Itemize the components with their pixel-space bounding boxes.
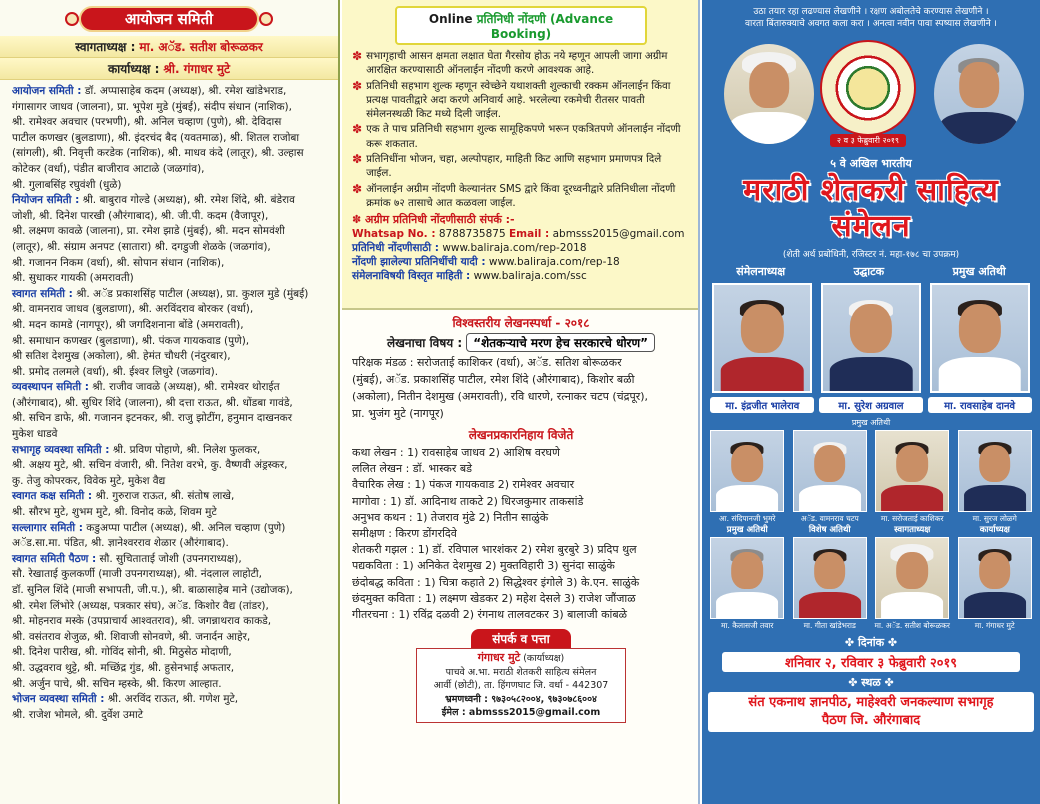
booking-title-b: प्रतिनिधी नोंदणी [476, 12, 546, 26]
portrait-left [724, 44, 814, 144]
booking-title-c: (Advance Booking) [490, 12, 614, 41]
committee-heading: भोजन व्यवस्था समिती : [12, 693, 105, 706]
face-part [814, 445, 846, 482]
guest-name: अॅड. वामनराव चटप [800, 514, 859, 523]
guest-card [791, 430, 869, 535]
committee-line [12, 256, 330, 272]
committee-heading: सभागृह व्यवस्था समिती : [12, 443, 110, 456]
committee-text: गंगासागर जाधव (जालना), प्रा. भूपेश मुडे (मुंबई), संदीप संधान (नाशिक), [12, 100, 292, 113]
committee-line [12, 287, 330, 303]
officer-role: स्वागताध्यक्ष : [75, 40, 136, 54]
committee-text: श्री. गुलाबसिंह रघुवंशी (धुळे) [12, 178, 122, 191]
guest-role: स्वागताध्यक्ष [894, 525, 931, 535]
committee-text: मुकेश धाडवे [12, 428, 58, 441]
email-link[interactable]: abmsss2015@gmail.com [549, 228, 685, 241]
booking-item [352, 49, 690, 78]
committee-line [12, 567, 330, 583]
committee-line [12, 443, 330, 459]
topic-value: “शेतकऱ्याचे मरण हेच सरकारचे धोरण” [466, 333, 655, 352]
face-part [716, 592, 778, 618]
committee-list [0, 80, 338, 723]
flower-bullet-icon: ✽ [352, 152, 363, 167]
committee-line [12, 489, 330, 505]
contact-line [352, 269, 690, 283]
committee-line [12, 100, 330, 116]
guest-role: प्रमुख अतिथी [726, 525, 768, 535]
face-part [731, 552, 763, 589]
officers-block [0, 36, 338, 80]
officer-row [0, 36, 338, 58]
event-subtitle: (शेती अर्थ प्रबोधिनी, रजिस्टर नं. महा-१७८ चा उपक्रम) [782, 250, 960, 260]
booking-items [352, 49, 690, 210]
role-labels [702, 264, 1040, 279]
chief-guests-label: प्रमुख अतिथी [851, 418, 891, 427]
flower-bullet-icon: ✽ [352, 78, 363, 93]
winners-list [352, 445, 690, 623]
committee-text: श्री. सचिन डाफे, श्री. गजानन इटनकर, श्री. राजु झोटींग, हनुमान दाखनकर [12, 412, 293, 425]
committee-line [12, 240, 330, 256]
booking-item [352, 152, 690, 181]
committee-text: श्री. राजीव जावळे (अध्यक्ष), श्री. रामेश्वर थोराईत [88, 381, 280, 394]
guest-photo [875, 430, 949, 512]
judges-line: (अकोला), नितीन देशमुख (अमरावती), रवि धारणे, रत्नाकर चटप (चंद्रपूर), [352, 390, 649, 403]
committee-line [12, 349, 330, 365]
committee-text: श्री. वामनराव जाधव (बुलडाणा), श्री. अरविंदराव बोरकर (वर्धा), [12, 303, 254, 316]
email-label: Email : [509, 228, 550, 241]
info-label: संमेलनाविषयी विस्तृत माहिती : [352, 270, 471, 283]
role-president: संमेलनाध्यक्ष [736, 265, 786, 278]
committee-heading: व्यवस्थापन समिती : [12, 381, 89, 394]
committee-text: श्री. अरविंद राऊत, श्री. गणेश मुटे, [104, 693, 239, 706]
committee-line [12, 84, 330, 100]
committee-text: श्री. मदन कामडे (नागपूर), श्री जगदिशनाना बोंडे (अमरावती), [12, 318, 244, 331]
guest-card [873, 430, 951, 535]
booking-item-text: सभागृहाची आसन क्षमता लक्षात घेता गैरसोय होऊ नये म्हणून आपली जागा अग्रीम आरक्षित करण्यासाठी ऑनलाईन नोंदणी करणे आवश्यक आहे. [366, 50, 668, 77]
booking-item-text: प्रतिनिधींना भोजन, चहा, अल्पोपहार, माहिती किट आणि सहभाग प्रमाणपत्र दिले जाईल. [366, 153, 662, 180]
guest-card [710, 283, 814, 413]
address-line: पाचवे अ.भा. मराठी शेतकरी साहित्य संमेलन [445, 666, 597, 678]
contact-line [352, 255, 690, 269]
event-title: मराठी शेतकरी साहित्य संमेलन [743, 173, 999, 244]
booking-title [395, 6, 647, 45]
committee-line [12, 411, 330, 427]
committee-line [12, 162, 330, 178]
committee-line [12, 209, 330, 225]
committee-banner-label: आयोजन समिती [124, 10, 214, 28]
committee-text: जोशी, श्री. दिनेश पारखी (औरंगाबाद), श्री. जी.पी. कदम (वैजापूर), [12, 209, 269, 222]
committee-text: कडुअप्पा पाटील (अध्यक्ष), श्री. अनिल चव्हाण (पुणे) [82, 521, 286, 534]
guest-role: कार्याध्यक्ष [979, 525, 1010, 535]
committee-text: श्री. रमेश लिंभोरे (अध्यक्ष, पत्रकार संघ), अॅड. किशोर वैद्य (तांडर), [12, 599, 269, 612]
face-part [881, 485, 943, 511]
guest-card [873, 537, 951, 631]
committee-text: कोटेकर (वर्धा), पंडीत बाजीराव आटाळे (जळगांव), [12, 162, 205, 175]
committee-line [12, 115, 330, 131]
committee-text: (सांगली), श्री. निवृत्ती करडेक (नाशिक), श्री. माधव कंदे (लातूर), श्री. उल्हास [12, 147, 304, 160]
event-date: शनिवार २, रविवार ३ फेब्रुवारी २०१९ [722, 652, 1020, 672]
committee-text: श्री. प्रमोद तलमले (वर्धा), श्री. ईश्वर लिधुरे (जळगांव). [12, 365, 219, 378]
committee-line [12, 583, 330, 599]
venue [708, 692, 1034, 732]
committee-text: श्री. प्रविण पोहाणे, श्री. निलेश फुलकर, [109, 443, 261, 456]
face-part [964, 592, 1026, 618]
winner-line: ललित लेखन : डॉ. भास्कर बडे [352, 462, 472, 476]
committee-text: श्री. गजानन निकम (वर्धा), श्री. सोपान संधान (नाशिक), [12, 256, 225, 269]
committee-text: श्री. रामेश्वर अवचार (परभणी), श्री. अनिल चव्हाण (पुणे), श्री. देविदास [12, 116, 282, 129]
banner-ornament-left [65, 12, 79, 26]
committee-text: पाटील कणखर (बुलडाणा), श्री. इंदरचंद बैद (यवतमाळ), श्री. शितल राजोबा [12, 131, 300, 144]
quote-line: वारता बिंतारुक्याचे अवगत कला करा । अनत्वा नवीन पावा स्पष्यास लेखणीने । [745, 19, 997, 29]
face-part [799, 592, 861, 618]
competition-section [342, 310, 698, 723]
role-inaugurator: उद्घाटक [853, 265, 885, 278]
contact-address-box [416, 648, 626, 723]
winner-line: गीतरचना : 1) रविंद्र दळवी 2) रंगनाथ तालवटकर 3) बालाजी कांबळे [352, 608, 628, 622]
portrait-left-photo [724, 44, 814, 144]
guest-card [708, 537, 786, 631]
rep-list-label: नोंदणी झालेल्या प्रतिनिधींची यादी : [352, 256, 486, 269]
guest-photo [710, 537, 784, 619]
main-guests [702, 279, 1040, 413]
registration-panel [342, 0, 700, 804]
guest-card [819, 283, 923, 413]
committee-text: श्री. गुरुराज राऊत, श्री. संतोष लाखे, [92, 490, 235, 503]
quote-line: उठा तयार रहा लढण्यास लेखणीने । रक्षण अबोलतेचे करण्यास लेखणीने । [753, 7, 989, 17]
committee-line [12, 271, 330, 287]
judges-list [352, 354, 690, 422]
face-part [964, 485, 1026, 511]
committee-line [12, 458, 330, 474]
committee-text: श्री. लक्ष्मण कावळे (जालना), प्रा. रमेश झाडे (मुंबई), श्री. मदन सोमवंशी [12, 225, 285, 238]
portrait-right-photo [934, 44, 1024, 144]
committee-heading: नियोजन समिती : [12, 194, 80, 207]
guest-face [876, 538, 948, 618]
quote-block [702, 0, 1040, 30]
face-part [979, 552, 1011, 589]
booking-item [352, 182, 690, 211]
address-line: आर्वी (छोटी), ता. हिंगणघाट जि. वर्धा - 442307 [433, 680, 609, 692]
topic-row [352, 333, 690, 352]
winner-line: समीक्षण : किरण डोंगरदिवे [352, 527, 457, 541]
committee-text: अॅड.सा.मा. पंडित, श्री. ज्ञानेश्वरराव शेळार (औरंगाबाद). [12, 537, 229, 550]
guest-row-2 [702, 535, 1040, 631]
committee-line [12, 334, 330, 350]
committee-heading: आयोजन समिती : [12, 85, 82, 97]
event-line: ५ वे अखिल भारतीय [830, 157, 912, 170]
committee-text: श्री. सुधाकर गायकी (अमरावती) [12, 272, 134, 285]
booking-item [352, 122, 690, 151]
winner-line: कथा लेखन : 1) रावसाहेब जाधव 2) आशिष वरघणे [352, 446, 560, 459]
competition-title: विश्वस्तरीय लेखनस्पर्धा - २०१८ [452, 316, 590, 330]
face-part [979, 445, 1011, 482]
guest-name: मा. सरोजताई काशिकर [880, 514, 944, 523]
whatsapp-label: Whatsap No. : [352, 228, 436, 241]
guest-name: मा. रावसाहेब दानवे [928, 397, 1032, 413]
winner-line: छंदमुक्त कविता : 1) लक्ष्मण खेडकर 2) महेश देसले 3) राजेश जौंजाळ [352, 591, 636, 605]
committee-line [12, 365, 330, 381]
face-part [814, 552, 846, 589]
contact-line [352, 241, 690, 255]
logo-date: २ व ३ फेब्रुवारी २०१९ [830, 134, 906, 147]
committee-line [12, 645, 330, 661]
winner-line: छंदोबद्ध कविता : 1) चित्रा कहाते 2) सिद्धेश्वर इंगोले 3) के.एन. साळुंके [352, 575, 640, 589]
sammelan-logo [820, 40, 916, 136]
committee-line [12, 380, 330, 396]
contact-heading-text: अग्रीम प्रतिनिधी नोंदणीसाठी संपर्क :- [365, 213, 515, 227]
judges-line: परिक्षक मंडळ : सरोजताई काशिकर (वर्धा), अॅड. सतिश बोरूळकर [352, 356, 622, 369]
committee-line [12, 708, 330, 724]
contact-person-role: (कार्याध्यक्ष) [520, 653, 565, 665]
guest-card [956, 430, 1034, 535]
committee-line [12, 302, 330, 318]
guest-name: मा. सुरज लोळगे [972, 514, 1017, 523]
booking-item-text: ऑनलाईन अग्रीम नोंदणी केल्यानंतर SMS द्वारे किंवा दूरध्वनीद्वारे प्रतिनिधीला नोंदणी क्रमांक ७२ तासाचे आत कळवला जाईल. [366, 182, 676, 209]
face-part [896, 552, 928, 589]
judges-line: (मुंबई), अॅड. प्रकाशसिंह पाटील, रमेश शिंदे (औरंगाबाद), किशोर बळी [352, 373, 635, 386]
committee-line [12, 692, 330, 708]
committee-text: श्री. सौरभ मुटे, शुभम मुटे, श्री. विनोद कळे, शिवम मुटे [12, 506, 217, 519]
guest-face [959, 431, 1031, 511]
contact-heading: ✽ अग्रीम प्रतिनिधी नोंदणीसाठी संपर्क :- [352, 213, 515, 227]
committee-line [12, 661, 330, 677]
venue-heading: ✤ स्थळ ✤ [848, 676, 894, 689]
committee-text: डॉ. अप्पासाहेब कदम (अध्यक्ष), श्री. रमेश खांडेभराड, [81, 85, 287, 97]
face-part [896, 445, 928, 482]
booking-item-text: प्रतिनिधी सहभाग शुल्क म्हणून स्वेच्छेने यथाशक्ती शुल्काची रक्कम ऑनलाईन किंवा प्रत्यक्ष पावतीद्वारे अदा करणे अनिवार्य आहे. भरलेल्या रकमेची रीतसर पावती संमेलनस्थळी किट मध्ये दिली जाईल. [366, 79, 671, 121]
officer-row [0, 58, 338, 80]
guest-card [956, 537, 1034, 631]
booking-title-a: Online [428, 12, 477, 26]
rep-registration-link[interactable]: www.baliraja.com/rep-2018 [438, 242, 587, 255]
committee-heading: स्वागत समिती पैठण : [12, 552, 97, 565]
guest-card [928, 283, 1032, 413]
guest-face [794, 538, 866, 618]
guest-photo [793, 430, 867, 512]
hero-row [702, 30, 1040, 145]
guest-face [711, 538, 783, 618]
committee-text: सौ. रेखाताई कुलकर्णी (माजी उपनगराध्यक्ष), श्री. नंदलाल लाहोटी, [12, 568, 262, 581]
committee-text: सौ. सुचिताताई जोशी (उपनगराध्यक्ष), [96, 552, 242, 565]
email-line[interactable]: ईमेल : abmsss2015@gmail.com [441, 707, 601, 719]
officer-name: मा. अॅड. सतीश बोरूळकर [139, 40, 263, 54]
event-panel [702, 0, 1040, 804]
committee-text: श्री. राजेश भोमले, श्री. दुर्वेश उमाटे [12, 708, 144, 721]
committee-text: श्री. बाबुराव गोल्डे (अध्यक्ष), श्री. रमेश शिंदे, श्री. बंडेराव [79, 194, 295, 207]
flower-bullet-icon: ✽ [352, 122, 363, 137]
committee-line [12, 146, 330, 162]
committee-line [12, 614, 330, 630]
topic-label: लेखनाचा विषय : [386, 336, 463, 350]
venue-line: पैठण जि. औरंगाबाद [821, 713, 921, 728]
guest-name: मा. कैलासजी तवार [721, 621, 774, 630]
committee-text: श्री. दिनेश पारीख, श्री. गोविंद सोनी, श्री. मिठुसेठ मोदाणी, [12, 646, 232, 659]
committee-text: डॉ. सुनिल शिंदे (माजी सभापती, जी.प.), श्री. बाळासाहेब माने (उद्योजक), [12, 584, 293, 596]
booking-item [352, 79, 690, 122]
face-part [799, 485, 861, 511]
info-link[interactable]: www.baliraja.com/ssc [470, 270, 587, 283]
winner-line: शेतकरी गझल : 1) डॉ. रविपाल भारशंकर 2) रमेश बुरबुरे 3) प्रदिप थुल [352, 543, 637, 557]
guest-card [791, 537, 869, 631]
guest-photo [793, 537, 867, 619]
rep-list-link[interactable]: www.baliraja.com/rep-18 [485, 256, 620, 269]
rep-registration-label: प्रतिनिधी नोंदणीसाठी : [352, 242, 439, 255]
judges-line: प्रा. भुजंग मुटे (नागपूर) [352, 407, 444, 420]
committee-text: श्री. अक्षय मुटे, श्री. सचिन वंजारी, श्री. नितेश वरभे, कु. वैष्णवी अंड्रस्कर, [12, 459, 288, 472]
committee-line [12, 178, 330, 194]
flower-bullet-icon: ✽ [352, 49, 363, 63]
committee-line [12, 552, 330, 568]
guest-face [794, 431, 866, 511]
committee-text: कु. तेजु कोपरकर, विवेक मुटे, मुकेश वैद्य [12, 474, 166, 487]
flower-bullet-icon: ✽ [352, 181, 363, 196]
committee-line [12, 630, 330, 646]
portrait-right [934, 44, 1024, 144]
face-part [881, 592, 943, 618]
guest-face [959, 538, 1031, 618]
face-part [731, 445, 763, 482]
committee-text: (लातूर), श्री. संग्राम अनपट (सातारा) श्री. दगडुजी शेळके (जळगांव), [12, 240, 271, 253]
guest-photo [712, 283, 812, 393]
committee-line [12, 505, 330, 521]
guest-photo [930, 283, 1030, 393]
winners-title: लेखनप्रकारनिहाय विजेते [468, 428, 574, 442]
booking-item-text: एक ते पाच प्रतिनिधी सहभाग शुल्क सामूहिकपणे भरून एकत्रितपणे ऑनलाईन नोंदणी करू शकतात. [366, 123, 681, 150]
committee-banner [79, 6, 259, 32]
officer-role: कार्याध्यक्ष : [107, 62, 160, 76]
guest-name: मा. गीता खांडेभराड [803, 621, 856, 630]
committee-text: श्री. मोहनराव मस्के (उपप्राचार्य आश्वतराव), श्री. जगन्नाथराव काकडे, [12, 615, 272, 628]
committee-line [12, 536, 330, 552]
committee-line [12, 318, 330, 334]
committee-line [12, 521, 330, 537]
contact-person-name: गंगाधर मुटे [477, 651, 521, 665]
committee-line [12, 427, 330, 443]
contact-address-tab: संपर्क व पत्ता [471, 629, 571, 648]
committee-text: श्री. समाधान कणखर (बुलडाणा), श्री. पंकज गायकवाड (पुणे), [12, 334, 250, 347]
committee-text: श्री. अर्जुन पाचे, श्री. सचिन म्हस्के, श्री. किरण आल्हात. [12, 677, 222, 690]
committee-text: (औरंगाबाद), श्री. सुधिर शिंदे (जालना), श्री दत्ता राऊत, श्री. धोंडबा गावंडे, [12, 396, 293, 409]
face-part [716, 485, 778, 511]
date-heading: ✤ दिनांक ✤ [844, 636, 898, 649]
guest-photo [821, 283, 921, 393]
guest-face [711, 431, 783, 511]
officer-name: श्री. गंगाधर मुटे [163, 62, 231, 76]
committee-heading: सल्लागार समिती : [12, 521, 83, 534]
committee-panel [0, 0, 340, 804]
committee-line [12, 224, 330, 240]
guest-photo [875, 537, 949, 619]
committee-line [12, 396, 330, 412]
committee-line [12, 474, 330, 490]
winner-line: अनुभव कथन : 1) तेजराव मुंढे 2) नितीन साळुंके [352, 510, 549, 524]
booking-section [342, 0, 698, 310]
guest-name: मा. अॅड. सतीश बोरूळकर [874, 621, 950, 630]
committee-text: श्री. वसंतराव शेजुळ, श्री. शिवाजी सोनवणे, श्री. जनार्दन आहेर, [12, 630, 251, 643]
guest-name: मा. सुरेश अग्रवाल [819, 397, 923, 413]
guest-row-1 [702, 428, 1040, 535]
guest-name: मा. इंद्रजीत भालेराव [710, 397, 814, 413]
guest-name: मा. गंगाधर मुटे [974, 621, 1015, 630]
guest-name: आ. संदिपानजी भुमरे [718, 514, 776, 523]
winner-line: पद्यकविता : 1) अनिकेत देशमुख 2) मुक्तविहारी 3) सुनंदा साळुंके [352, 559, 615, 573]
contact-line [352, 227, 690, 241]
committee-text: श्री. अॅड प्रकाशसिंह पाटील (अध्यक्ष), प्रा. कुशल मुडे (मुंबई) [72, 287, 309, 300]
guest-photo [710, 430, 784, 512]
venue-line: संत एकनाथ ज्ञानपीठ, माहेश्वरी जनकल्याण सभागृह [748, 695, 994, 710]
committee-heading: स्वागत कक्ष समिती : [12, 490, 93, 503]
guest-photo [958, 537, 1032, 619]
committee-text: श्री. उद्धवराव थुट्टे, श्री. मच्छिंद्र गुंड, श्री. हुसेनभाई अफतार, [12, 661, 235, 674]
winner-line: वैचारिक लेख : 1) पंकज गायकवाड 2) रामेश्वर अवचार [352, 478, 575, 492]
committee-heading: स्वागत समिती : [12, 287, 73, 300]
committee-line [12, 599, 330, 615]
committee-line [12, 677, 330, 693]
whatsapp-number: 8788735875 [435, 228, 509, 241]
committee-text: श्री सतिश देशमुख (अकोला), श्री. हेमंत चौधरी (नंदुरबार), [12, 350, 231, 363]
role-chief-guest: प्रमुख अतिथी [952, 265, 1006, 278]
winner-line: मागोवा : 1) डॉ. आदिनाथ ताकटे 2) धिरजकुमार ताकसांडे [352, 494, 584, 508]
guest-card [708, 430, 786, 535]
guest-role: विशेष अतिथी [808, 525, 851, 535]
committee-line [12, 193, 330, 209]
phone-line: भ्रमणध्वनी : ९७३०५८२००४, ९७३०७८६००४ [445, 693, 597, 705]
banner-ornament-right [259, 12, 273, 26]
guest-photo [958, 430, 1032, 512]
committee-line [12, 131, 330, 147]
guest-face [876, 431, 948, 511]
